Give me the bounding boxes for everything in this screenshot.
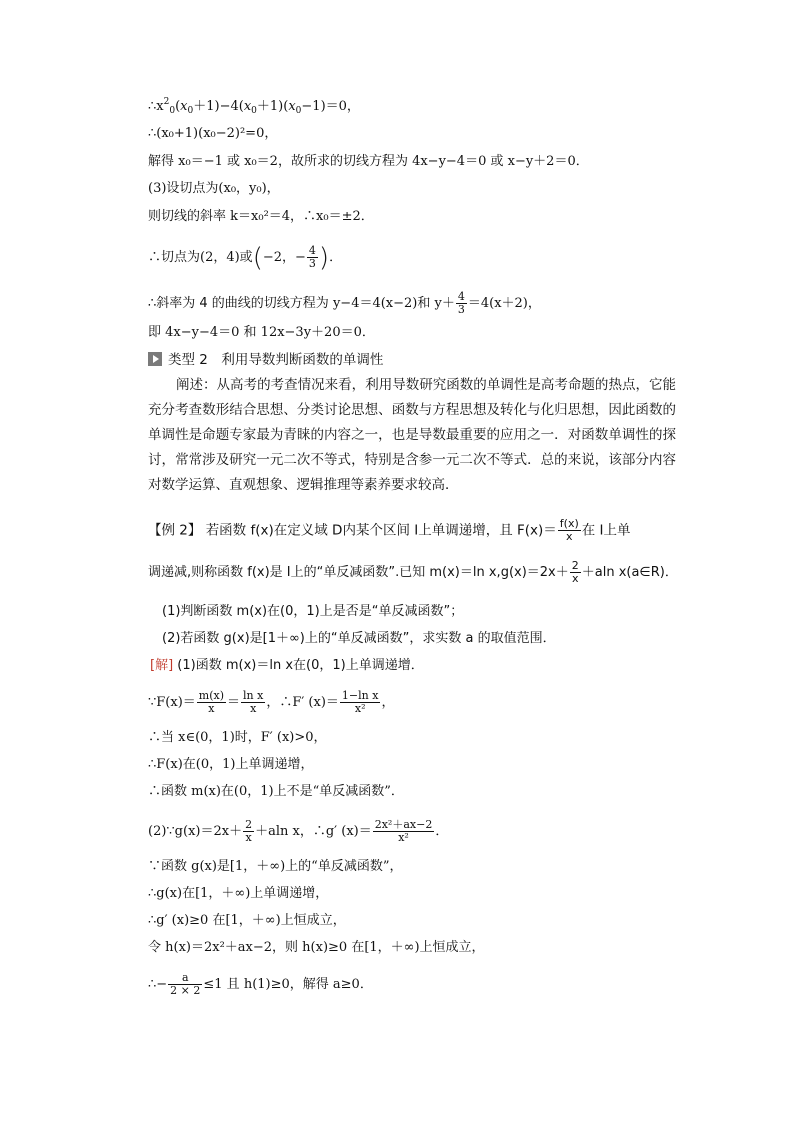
solution-tag: [解] (150, 658, 174, 673)
fraction-4-3: $\frac{4}{3}$ (308, 244, 316, 270)
question-1: (1)判断函数 m(x)在(0，1)上是否是“单反减函数”； (162, 604, 464, 619)
solution-line-10: 令 h(x)＝2x²＋ax−2，则 h(x)≥0 在[1，＋∞)上恒成立， (148, 940, 485, 955)
example-tag: 【例 2】 (148, 522, 202, 539)
solution-line-3: ∴当 x∈(0，1)时，F′ (x)>0， (148, 730, 327, 745)
fraction-2-x: $\frac{2}{x}$ (571, 559, 579, 585)
solution-line-5: ∴函数 m(x)在(0，1)上不是“单反减函数”． (148, 784, 404, 799)
line-1-text: ∴x (148, 99, 164, 114)
solution-line-4: ∴F(x)在(0，1)上单调递增， (148, 757, 314, 772)
line-3-text: x₀＝−1 或 x₀＝2，故所求的切线方程为 4x−y−4＝0 或 x−y＋2＝0． (178, 154, 589, 169)
line-2: ∴(x₀+1)(x₀−2)²=0， (148, 126, 278, 141)
line-4: (3)设切点为(x₀，y₀)， (148, 181, 280, 196)
line-6-text: ∴切点为(2，4)或 (148, 250, 253, 265)
fraction-fx-x: $\frac{f(x)}{x}$ (559, 517, 579, 543)
line-6-point: −2，− (262, 250, 306, 265)
line-5-text: k＝x₀²＝4，∴x₀＝±2． (230, 209, 374, 224)
question-2: (2)若函数 g(x)是[1＋∞)上的“单反减函数”，求实数 a 的取值范围． (162, 631, 556, 646)
solution-line-2: ∵F(x)＝ $\frac{m(x)}{x}$ ＝ $\frac{\text{ln x}}{x}$ ，∴F′ (x)＝ $\frac{\text{1−ln x}}{\text{x²}}$ ， (148, 689, 395, 715)
intro-paragraph: 阐述：从高考的考查情况来看，利用导数研究函数的单调性是高考命题的热点，它能充分考查数形结合思想、分类讨论思想、函数与方程思想及转化与化归思想，因此函数的单调性是命题专家最为青睐的内容之一，也是导数最重要的应用之一．对函数单调性的探讨，常常涉及研究一元二次不等式，特别是含参一元二次不等式．总的来说，该部分内容对数学运算、直观想象、逻辑推理等素养要求较高． (148, 377, 676, 493)
fraction-4-3-b: $\frac{4}{3}$ (457, 290, 465, 316)
solution-line-1: [解] (1)函数 m(x)＝ln x在(0，1)上单调递增． (150, 658, 424, 673)
line-7: ∴斜率为 4 的曲线的切线方程为 y−4＝4(x−2)和 y＋ $\frac{4}{3}$ ＝4(x＋2)， (148, 290, 541, 316)
solution-line-8: ∴g(x)在[1，＋∞)上单调递增， (148, 886, 329, 901)
type2-heading: 类型 2 利用导数判断函数的单调性 (148, 351, 383, 369)
line-3 (148, 153, 589, 171)
line-1: $\therefore x^2_0(x_0+1)-4(x_0+1)(x_0-1)=0$， (148, 97, 360, 116)
example-line-2: 调递减,则称函数 f(x)是 I上的“单反减函数”.已知 m(x)＝ln x,g(x)＝2x＋ $\frac{2}{x}$ ＋aln x(a∈R)． (148, 559, 678, 585)
play-triangle-icon (148, 352, 162, 366)
solution-line-7: ∵函数 g(x)是[1，＋∞)上的“单反减函数”， (148, 859, 403, 874)
line-6: ∴切点为(2，4)或(−2，− $\frac{4}{3}$ )． (148, 243, 343, 273)
line-5-label: 则切线的斜率 (148, 209, 227, 224)
example-line-1: 【例 2】 若函数 f(x)在定义域 D内某个区间 I上单调递增，且 F(x)＝ $\frac{f(x)}{x}$ 在 I上单 (148, 517, 631, 543)
solution-line-11: ∴− $\frac{a}{2 \times 2}$ ≤1 且 h(1)≥0，解得 a≥0． (148, 971, 373, 997)
line-8: 即 4x−y−4＝0 和 12x−3y＋20＝0． (148, 325, 375, 340)
line-3-label: 解得 (148, 154, 175, 169)
solution-line-6: (2)∵g(x)＝2x＋ $\frac{2}{x}$ ＋aln x，∴g′ (x)＝ $\frac{\text{2x²＋ax−2}}{\text{x²}}$ ． (148, 818, 449, 844)
line-7-text: y−4＝4(x−2)和 y＋ (332, 296, 455, 311)
line-7-label: ∴斜率为 4 的曲线的切线方程为 (148, 296, 329, 311)
line-5 (148, 208, 374, 226)
solution-line-9: ∴g′ (x)≥0 在[1，＋∞)上恒成立， (148, 913, 346, 928)
